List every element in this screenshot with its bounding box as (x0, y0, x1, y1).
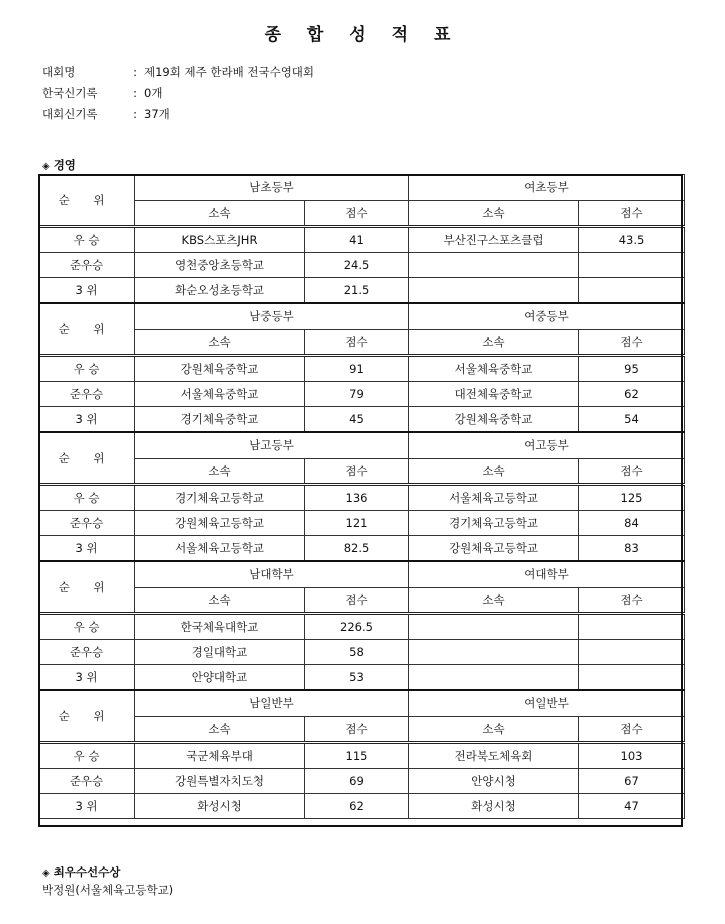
rank-label: 준우승 (39, 640, 135, 665)
rank-label: 3 위 (39, 407, 135, 433)
division-right: 여고등부 (409, 432, 685, 459)
meta-value: 0개 (144, 86, 163, 100)
left-score: 45 (305, 407, 409, 433)
rank-label: 우 승 (39, 227, 135, 253)
right-score: 54 (579, 407, 685, 433)
left-affiliation: 화순오성초등학교 (135, 278, 305, 304)
column-header-affiliation: 소속 (409, 717, 579, 743)
division-left: 남고등부 (135, 432, 409, 459)
column-header-row (39, 201, 685, 227)
rank-label: 우 승 (39, 356, 135, 382)
right-score: 103 (579, 743, 685, 769)
left-score: 69 (305, 769, 409, 794)
column-header-score: 점수 (579, 588, 685, 614)
left-score: 91 (305, 356, 409, 382)
right-affiliation: 안양시청 (409, 769, 579, 794)
column-header-score: 점수 (305, 588, 409, 614)
table-row (39, 511, 685, 536)
section-heading-swimming (42, 157, 76, 173)
table-row (39, 407, 685, 433)
column-header-score: 점수 (305, 330, 409, 356)
right-score: 62 (579, 382, 685, 407)
left-affiliation: 안양대학교 (135, 665, 305, 691)
right-affiliation: 부산진구스포츠클럽 (409, 227, 579, 253)
section-title: 경영 (53, 158, 76, 172)
division-right: 여중등부 (409, 303, 685, 330)
left-score: 82.5 (305, 536, 409, 562)
right-score (579, 665, 685, 691)
left-affiliation: KBS스포츠JHR (135, 227, 305, 253)
rank-label: 3 위 (39, 794, 135, 819)
column-header-score: 점수 (579, 717, 685, 743)
left-affiliation: 영천중앙초등학교 (135, 253, 305, 278)
table-row (39, 640, 685, 665)
right-affiliation: 서울체육중학교 (409, 356, 579, 382)
right-score: 67 (579, 769, 685, 794)
column-header-score: 점수 (305, 459, 409, 485)
column-header-affiliation: 소속 (135, 717, 305, 743)
table-row (39, 794, 685, 819)
table-row (39, 614, 685, 640)
column-header-score: 점수 (305, 201, 409, 227)
column-header-row (39, 330, 685, 356)
column-header-row (39, 588, 685, 614)
diamond-bullet-icon: ◈ (42, 868, 50, 879)
column-header-affiliation: 소속 (409, 201, 579, 227)
right-score: 47 (579, 794, 685, 819)
left-affiliation: 강원체육고등학교 (135, 511, 305, 536)
column-header-affiliation: 소속 (409, 459, 579, 485)
rank-header: 순 위 (39, 175, 135, 227)
meta-colon: : (133, 107, 137, 121)
column-header-score: 점수 (579, 459, 685, 485)
right-score (579, 278, 685, 304)
rank-header: 순 위 (39, 303, 135, 356)
left-affiliation: 서울체육고등학교 (135, 536, 305, 562)
left-affiliation: 경기체육중학교 (135, 407, 305, 433)
left-score: 53 (305, 665, 409, 691)
left-affiliation: 서울체육중학교 (135, 382, 305, 407)
right-affiliation: 화성시청 (409, 794, 579, 819)
left-affiliation: 경기체육고등학교 (135, 485, 305, 511)
left-score: 24.5 (305, 253, 409, 278)
right-affiliation (409, 665, 579, 691)
table-row (39, 665, 685, 691)
division-left: 남대학부 (135, 561, 409, 588)
rank-label: 우 승 (39, 614, 135, 640)
left-score: 41 (305, 227, 409, 253)
table-row (39, 743, 685, 769)
rank-header: 순 위 (39, 561, 135, 614)
left-score: 21.5 (305, 278, 409, 304)
right-score (579, 253, 685, 278)
division-right: 여일반부 (409, 690, 685, 717)
column-header-row (39, 717, 685, 743)
meta-row-korean-record (42, 85, 314, 106)
meta-colon: : (133, 86, 137, 100)
right-affiliation: 강원체육중학교 (409, 407, 579, 433)
division-left: 남중등부 (135, 303, 409, 330)
right-score (579, 614, 685, 640)
right-score (579, 640, 685, 665)
division-left: 남일반부 (135, 690, 409, 717)
meta-info (42, 64, 314, 127)
rank-header: 순 위 (39, 432, 135, 485)
left-affiliation: 화성시청 (135, 794, 305, 819)
right-score: 125 (579, 485, 685, 511)
column-header-affiliation: 소속 (135, 588, 305, 614)
diamond-bullet-icon: ◈ (42, 161, 50, 172)
mvp-winner: 박정원(서울체육고등학교) (42, 883, 174, 897)
meta-value: 제19회 제주 한라배 전국수영대회 (144, 65, 315, 79)
left-affiliation: 강원특별자치도청 (135, 769, 305, 794)
left-score: 58 (305, 640, 409, 665)
meta-label: 한국신기록 (42, 86, 98, 100)
table-row (39, 769, 685, 794)
rank-header: 순 위 (39, 690, 135, 743)
right-affiliation: 대전체육중학교 (409, 382, 579, 407)
division-header-row (39, 690, 685, 717)
right-score: 43.5 (579, 227, 685, 253)
rank-label: 3 위 (39, 536, 135, 562)
meta-colon: : (133, 65, 137, 79)
meta-row-competition (42, 64, 314, 85)
left-score: 115 (305, 743, 409, 769)
column-header-affiliation: 소속 (409, 330, 579, 356)
division-header-row (39, 561, 685, 588)
column-header-affiliation: 소속 (135, 330, 305, 356)
rank-label: 3 위 (39, 665, 135, 691)
rank-label: 준우승 (39, 253, 135, 278)
column-header-affiliation: 소속 (409, 588, 579, 614)
column-header-score: 점수 (579, 330, 685, 356)
left-score: 79 (305, 382, 409, 407)
table-row (39, 356, 685, 382)
division-header-row (39, 432, 685, 459)
meta-label: 대회신기록 (42, 107, 98, 121)
rank-label: 준우승 (39, 769, 135, 794)
left-score: 62 (305, 794, 409, 819)
rank-label: 준우승 (39, 511, 135, 536)
right-score: 84 (579, 511, 685, 536)
meta-row-meet-record (42, 106, 314, 127)
rank-label: 준우승 (39, 382, 135, 407)
rank-label: 3 위 (39, 278, 135, 304)
division-header-row (39, 175, 685, 201)
table-row (39, 485, 685, 511)
left-affiliation: 경일대학교 (135, 640, 305, 665)
right-affiliation: 전라북도체육회 (409, 743, 579, 769)
left-score: 136 (305, 485, 409, 511)
column-header-affiliation: 소속 (135, 201, 305, 227)
division-header-row (39, 303, 685, 330)
meta-label: 대회명 (42, 65, 76, 79)
left-affiliation: 한국체육대학교 (135, 614, 305, 640)
division-right: 여초등부 (409, 175, 685, 201)
table-row (39, 382, 685, 407)
table-row (39, 278, 685, 304)
table-row (39, 536, 685, 562)
right-affiliation: 강원체육고등학교 (409, 536, 579, 562)
section-title: 최우수선수상 (53, 865, 121, 879)
page-title: 종 합 성 적 표 (264, 25, 461, 45)
column-header-row (39, 459, 685, 485)
left-score: 121 (305, 511, 409, 536)
right-affiliation (409, 278, 579, 304)
table-row (39, 253, 685, 278)
right-score: 83 (579, 536, 685, 562)
meta-value: 37개 (144, 107, 170, 121)
column-header-score: 점수 (579, 201, 685, 227)
division-right: 여대학부 (409, 561, 685, 588)
left-affiliation: 강원체육중학교 (135, 356, 305, 382)
rank-label: 우 승 (39, 485, 135, 511)
right-affiliation: 경기체육고등학교 (409, 511, 579, 536)
right-affiliation (409, 614, 579, 640)
right-affiliation (409, 253, 579, 278)
results-table (38, 174, 685, 819)
right-affiliation (409, 640, 579, 665)
section-heading-mvp (42, 864, 120, 880)
column-header-affiliation: 소속 (135, 459, 305, 485)
left-affiliation: 국군체육부대 (135, 743, 305, 769)
table-row (39, 227, 685, 253)
rank-label: 우 승 (39, 743, 135, 769)
right-affiliation: 서울체육고등학교 (409, 485, 579, 511)
division-left: 남초등부 (135, 175, 409, 201)
left-score: 226.5 (305, 614, 409, 640)
right-score: 95 (579, 356, 685, 382)
column-header-score: 점수 (305, 717, 409, 743)
